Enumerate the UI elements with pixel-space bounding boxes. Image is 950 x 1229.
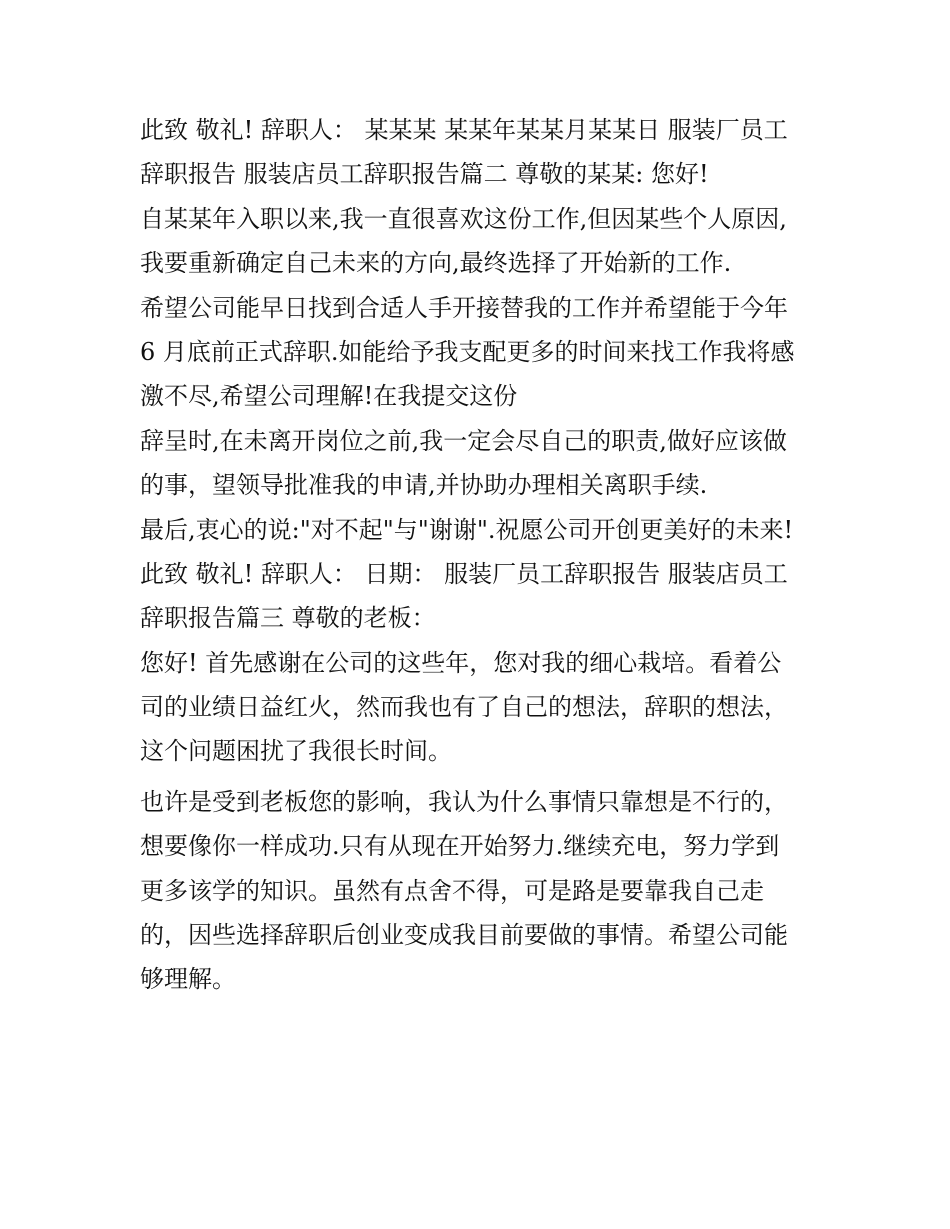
text-line: 辞职报告 服装店员工辞职报告篇二 尊敬的某某: 您好! xyxy=(140,160,709,189)
text-line: 更多该学的知识。虽然有点舍不得，可是路是要靠我自己走 xyxy=(140,876,764,905)
text-line: 您好! 首先感谢在公司的这些年，您对我的细心栽培。看着公 xyxy=(140,648,782,677)
text-line: 我要重新确定自己未来的方向,最终选择了开始新的工作. xyxy=(140,249,732,278)
document-body xyxy=(140,108,840,1002)
text-line: 此致 敬礼! 辞职人： 日期： 服装厂员工辞职报告 服装店员工 xyxy=(140,559,788,588)
text-line: 最后,衷心的说:"对不起"与"谢谢".祝愿公司开创更美好的未来! xyxy=(140,515,794,544)
text-line: 辞职报告篇三 尊敬的老板： xyxy=(140,604,436,633)
text-line: 够理解。 xyxy=(140,965,236,994)
text-line: 辞呈时,在未离开岗位之前,我一定会尽自己的职责,做好应该做 xyxy=(140,426,787,455)
text-line: 自某某年入职以来,我一直很喜欢这份工作,但因某些个人原因, xyxy=(140,204,787,233)
text-line: 的，因些选择辞职后创业变成我目前要做的事情。希望公司能 xyxy=(140,921,788,950)
text-line: 想要像你一样成功.只有从现在开始努力.继续充电，努力学到 xyxy=(140,832,780,861)
text-line: 也许是受到老板您的影响，我认为什么事情只靠想是不行的， xyxy=(140,787,788,816)
text-line: 的事，望领导批准我的申请,并协助办理相关离职手续. xyxy=(140,471,708,500)
text-line: 希望公司能早日找到合适人手开接替我的工作并希望能于今年 xyxy=(140,293,788,322)
text-line: 激不尽,希望公司理解!在我提交这份 xyxy=(140,382,518,411)
text-line: 这个问题困扰了我很长时间。 xyxy=(140,737,452,766)
text-line: 此致 敬礼! 辞职人： 某某某 某某年某某月某某日 服装厂员工 xyxy=(140,116,788,144)
text-line: 6 月底前正式辞职.如能给予我支配更多的时间来找工作我将感 xyxy=(140,337,795,366)
text-line: 司的业绩日益红火，然而我也有了自己的想法，辞职的想法， xyxy=(140,693,788,722)
